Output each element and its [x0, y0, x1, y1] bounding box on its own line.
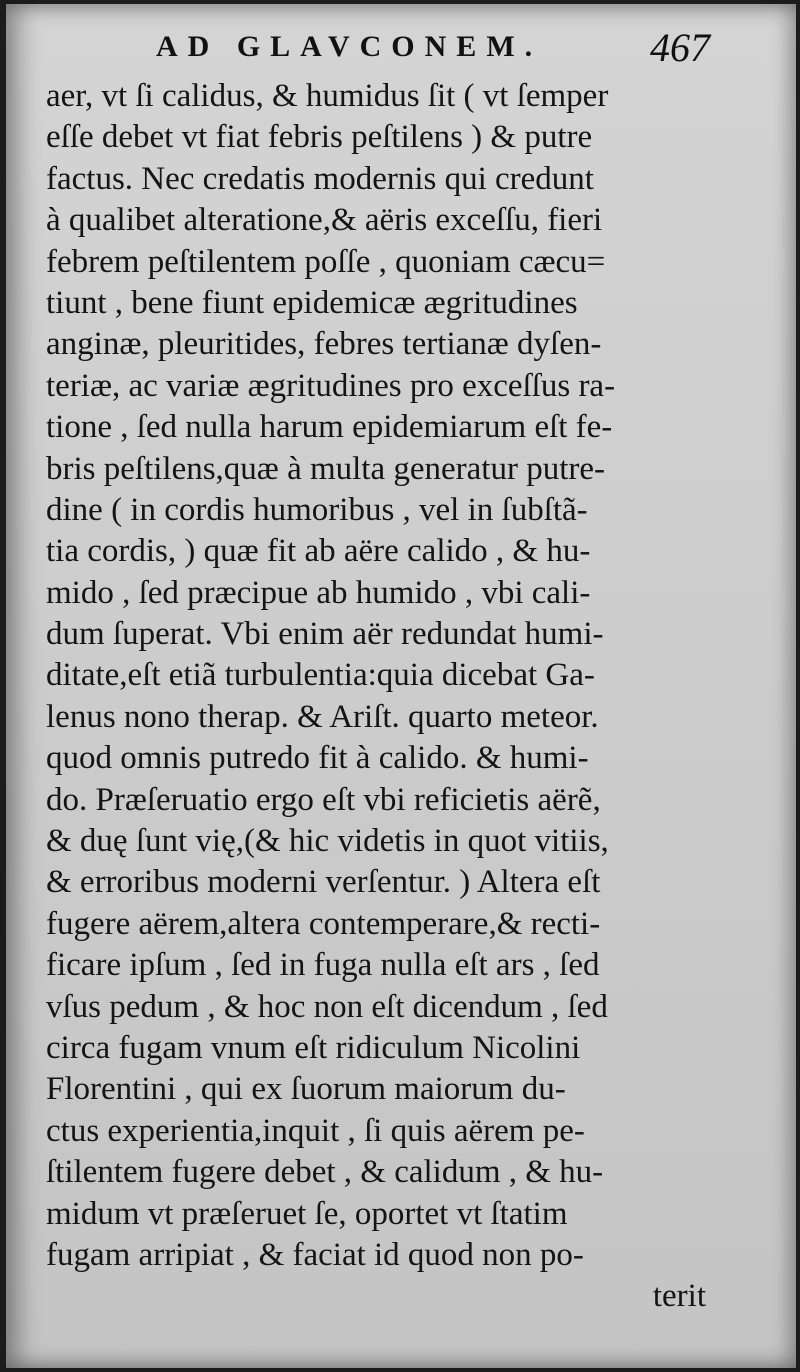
- text-line: quod omnis putredo fit à calido. & humi-: [46, 740, 589, 777]
- text-line: circa fugam vnum eſt ridiculum Nicolini: [46, 1029, 581, 1066]
- text-line: bris peſtilens,quæ à multa generatur putre-: [46, 450, 606, 487]
- text-line: dum ſuperat. Vbi enim aër redundat humi-: [46, 616, 604, 653]
- text-line: & erroribus moderni verſentur. ) Altera eſt: [46, 864, 601, 901]
- catchword: terit: [652, 1278, 706, 1315]
- text-line: mido , ſed præcipue ab humido , vbi cali-: [46, 574, 591, 611]
- text-line: eſſe debet vt fiat febris peſtilens ) & putre: [46, 119, 593, 156]
- text-line: anginæ, pleuritides, febres tertianæ dyſen-: [46, 326, 602, 363]
- text-line: teriæ, ac variæ ægritudines pro exceſſus ra-: [46, 367, 616, 404]
- text-line: tione , ſed nulla harum epidemiarum eſt fe-: [46, 409, 613, 446]
- text-line: ſtilentem fugere debet , & calidum , & hu-: [46, 1154, 604, 1191]
- text-line: vſus pedum , & hoc non eſt dicendum , ſed: [46, 988, 608, 1025]
- page-number: 467: [650, 25, 710, 70]
- text-line: ctus experientia,inquit , ſi quis aërem pe-: [46, 1112, 585, 1149]
- text-line: fugere aërem,altera contemperare,& recti-: [46, 905, 601, 942]
- text-line: dine ( in cordis humoribus , vel in ſubſtã-: [46, 491, 588, 528]
- text-line: febrem peſtilentem poſſe , quoniam cæcu=: [46, 243, 606, 280]
- book-page: [6, 4, 796, 1368]
- text-line: do. Præſeruatio ergo eſt vbi reficietis aërẽ,: [46, 781, 601, 818]
- running-title: AD GLAVCONEM.: [156, 30, 543, 63]
- body-text: [46, 76, 706, 1318]
- text-line: & duę ſunt vię,(& hic videtis in quot vitiis,: [46, 823, 609, 860]
- text-line: lenus nono therap. & Ariſt. quarto meteor.: [46, 698, 599, 735]
- text-line: ficare ipſum , ſed in fuga nulla eſt ars , ſed: [46, 947, 600, 984]
- text-line: aer, vt ſi calidus, & humidus ſit ( vt ſemper: [46, 78, 609, 114]
- text-line: midum vt præſeruet ſe, oportet vt ſtatim: [46, 1195, 568, 1232]
- text-line: à qualibet alteratione,& aëris exceſſu, fieri: [46, 202, 603, 239]
- text-line: ditate,eſt etiã turbulentia:quia dicebat Ga-: [46, 657, 595, 694]
- text-line: tia cordis, ) quæ fit ab aëre calido , & hu-: [46, 533, 591, 570]
- text-line: Florentini , qui ex ſuorum maiorum du-: [46, 1071, 566, 1108]
- text-line: fugam arripiat , & faciat id quod non po-: [46, 1236, 584, 1273]
- text-line: factus. Nec credatis modernis qui credunt: [46, 160, 594, 197]
- text-line: tiunt , bene fiunt epidemicæ ægritudines: [46, 284, 578, 321]
